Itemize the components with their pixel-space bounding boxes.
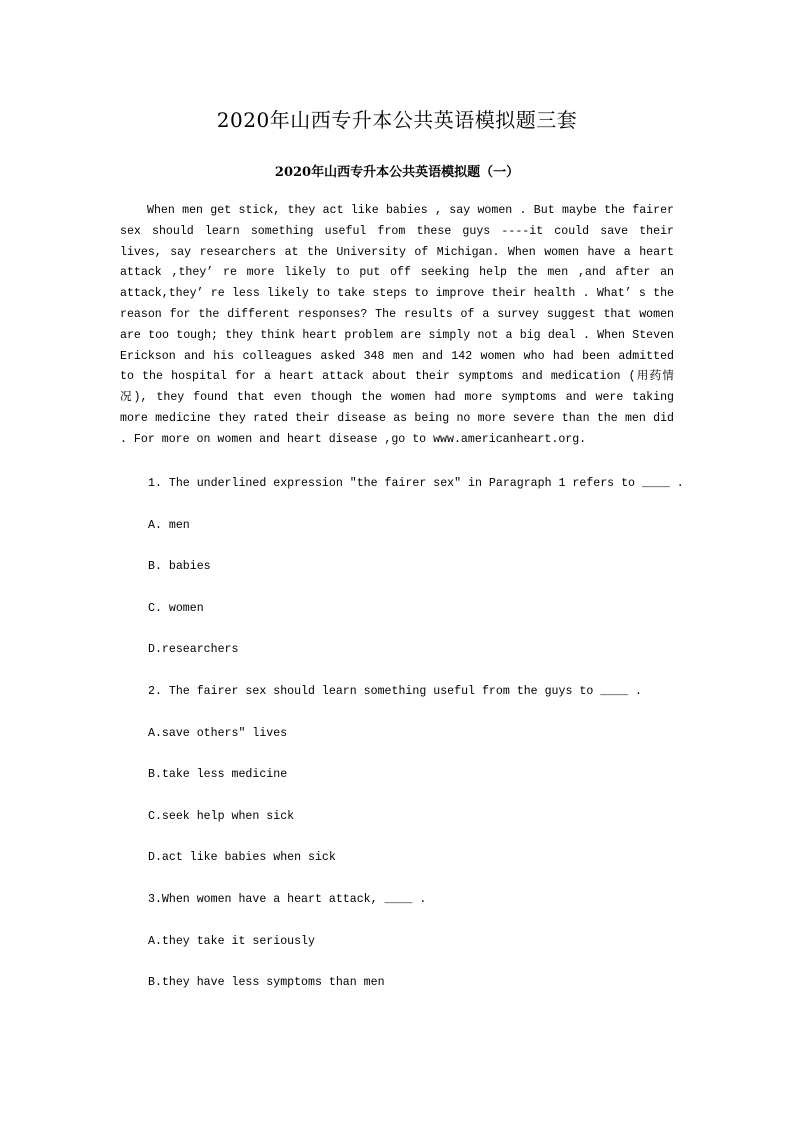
question-3-stem: 3.When women have a heart attack, ____ . bbox=[148, 893, 427, 906]
question-3-option-a: A.they take it seriously bbox=[148, 935, 315, 948]
question-1-option-a: A. men bbox=[148, 519, 190, 532]
question-1-option-c: C. women bbox=[148, 602, 204, 615]
question-2-option-d: D.act like babies when sick bbox=[148, 851, 336, 864]
reading-passage: When men get stick, they act like babies , say women . But maybe the fairer sex should learn something useful from these guys ----it could save their lives, say researchers at the University of Michigan. When women have a heart attack ,they’ re more likely to put off seeking help the men ,and after an attack,they’ re less likely to take steps to improve their health . What’ s the reason for the different responses? The results of a survey suggest that women are too tough; they think heart problem are simply not a big deal . When Steven Erickson and his colleagues asked 348 men and 142 women who had been admitted to the hospital for a heart attack about their symptoms and medication (用药情况), they found that even though the women had more symptoms and were taking more medicine they rated their disease as being no more severe than the men did . For more on women and heart disease ,go to www.americanheart.org. bbox=[120, 204, 674, 446]
question-2-option-b: B.take less medicine bbox=[148, 768, 288, 781]
section-title: 2020年山西专升本公共英语模拟题（一） bbox=[274, 165, 520, 180]
question-1-option-b: B. babies bbox=[148, 560, 211, 573]
question-3-option-b: B.they have less symptoms than men bbox=[148, 976, 385, 989]
question-2-option-c: C.seek help when sick bbox=[148, 810, 295, 823]
question-2-option-a: A.save others" lives bbox=[148, 727, 288, 740]
question-1-option-d: D.researchers bbox=[148, 643, 239, 656]
document-title: 2020年山西专升本公共英语模拟题三套 bbox=[216, 108, 578, 132]
question-2-stem: 2. The fairer sex should learn something useful from the guys to ____ . bbox=[148, 685, 642, 698]
question-1-stem: 1. The underlined expression "the fairer sex" in Paragraph 1 refers to ____ . bbox=[148, 477, 684, 490]
